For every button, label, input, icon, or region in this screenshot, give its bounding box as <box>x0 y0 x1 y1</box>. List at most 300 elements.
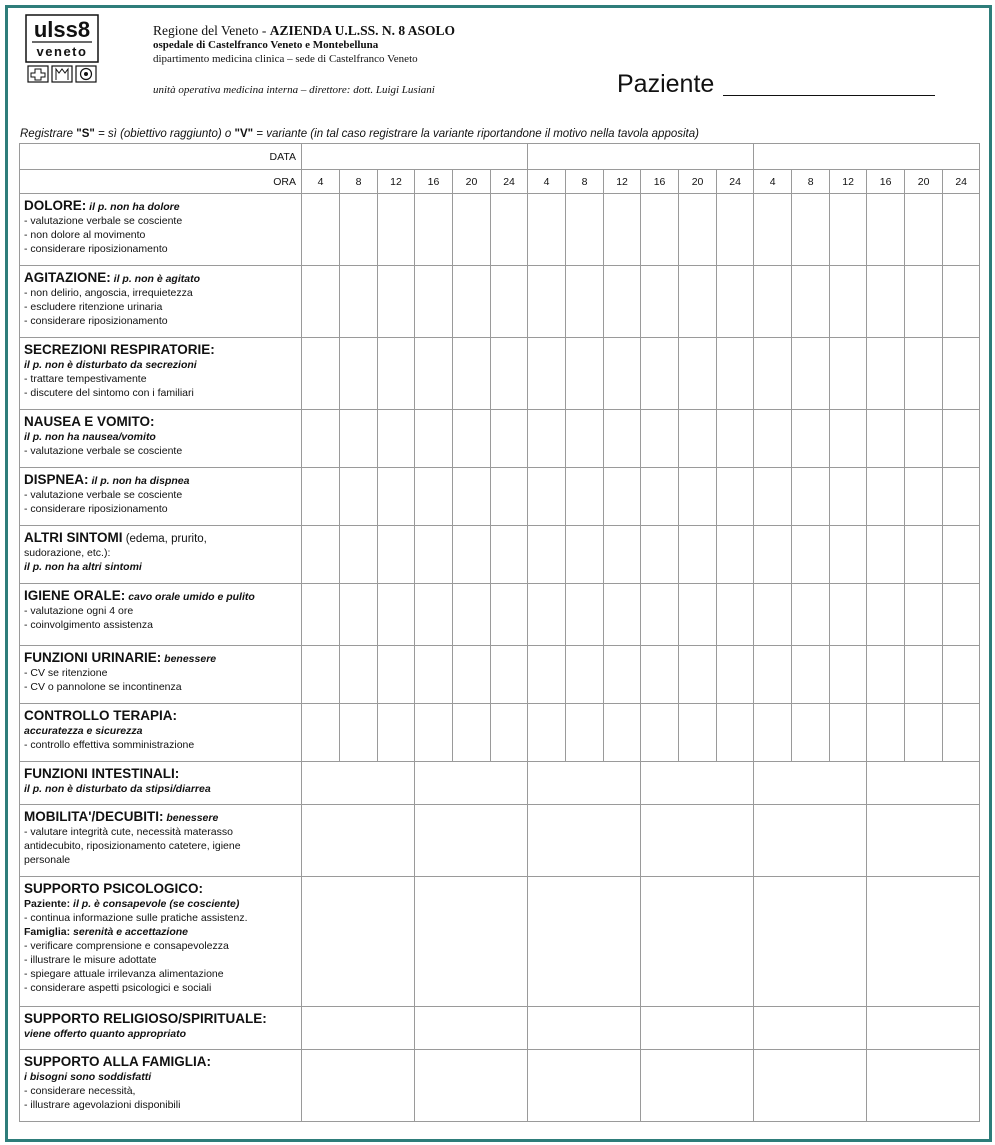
row-goal: il p. non ha altri sintomi <box>24 561 142 573</box>
entry-cell[interactable] <box>340 526 378 584</box>
entry-cell[interactable] <box>378 194 415 266</box>
entry-cell[interactable] <box>905 194 943 266</box>
entry-cell[interactable] <box>641 526 679 584</box>
entry-cell-wide[interactable] <box>754 1050 867 1122</box>
entry-cell[interactable] <box>528 266 566 338</box>
entry-cell[interactable] <box>792 468 830 526</box>
entry-cell[interactable] <box>830 646 867 704</box>
entry-cell[interactable] <box>340 468 378 526</box>
row-line: - valutazione verbale se cosciente <box>24 489 183 501</box>
hour-header: 16 <box>867 170 905 194</box>
row-goal: benessere <box>166 812 219 824</box>
row-goal: il p. non ha dolore <box>89 201 180 213</box>
row-title: DOLORE: <box>24 198 87 213</box>
entry-cell-wide[interactable] <box>867 1050 980 1122</box>
entry-cell[interactable] <box>830 526 867 584</box>
entry-cell[interactable] <box>792 338 830 410</box>
entry-cell-wide[interactable] <box>641 805 754 877</box>
entry-cell[interactable] <box>679 410 717 468</box>
row-secrezioni <box>20 338 980 410</box>
entry-cell-wide[interactable] <box>415 877 528 1007</box>
entry-cell-wide[interactable] <box>867 805 980 877</box>
entry-cell[interactable] <box>340 704 378 762</box>
entry-cell[interactable] <box>340 338 378 410</box>
entry-cell[interactable] <box>566 646 604 704</box>
entry-cell[interactable] <box>491 338 528 410</box>
row-label <box>20 646 302 704</box>
entry-cell[interactable] <box>905 584 943 646</box>
entry-cell[interactable] <box>679 704 717 762</box>
entry-cell-wide[interactable] <box>415 805 528 877</box>
entry-cell[interactable] <box>792 410 830 468</box>
entry-cell[interactable] <box>943 646 980 704</box>
row-title: FUNZIONI INTESTINALI: <box>24 766 180 781</box>
entry-cell[interactable] <box>528 410 566 468</box>
row-controllo-terapia <box>20 704 980 762</box>
entry-cell-wide[interactable] <box>415 1050 528 1122</box>
entry-cell[interactable] <box>302 584 340 646</box>
entry-cell[interactable] <box>867 266 905 338</box>
entry-cell[interactable] <box>415 704 453 762</box>
entry-cell[interactable] <box>792 584 830 646</box>
entry-cell[interactable] <box>453 646 491 704</box>
row-title: IGIENE ORALE: <box>24 588 126 603</box>
entry-cell[interactable] <box>302 468 340 526</box>
entry-cell[interactable] <box>717 646 754 704</box>
entry-cell[interactable] <box>717 584 754 646</box>
entry-cell-wide[interactable] <box>528 805 641 877</box>
row-title: NAUSEA E VOMITO: <box>24 414 155 429</box>
row-line: - CV o pannolone se incontinenza <box>24 681 182 693</box>
entry-cell[interactable] <box>491 266 528 338</box>
entry-cell[interactable] <box>717 266 754 338</box>
entry-cell[interactable] <box>302 194 340 266</box>
entry-cell-wide[interactable] <box>754 805 867 877</box>
entry-cell[interactable] <box>604 704 641 762</box>
entry-cell[interactable] <box>754 526 792 584</box>
entry-cell-wide[interactable] <box>302 762 415 805</box>
entry-cell[interactable] <box>641 646 679 704</box>
ospedale-name: ospedale di Castelfranco Veneto e Montebelluna <box>153 39 379 51</box>
entry-cell-wide[interactable] <box>867 762 980 805</box>
row-goal: serenità e accettazione <box>73 926 188 938</box>
date-row <box>20 144 980 170</box>
date-cell-2[interactable] <box>528 144 754 170</box>
hour-header: 24 <box>717 170 754 194</box>
entry-cell[interactable] <box>754 194 792 266</box>
entry-cell-wide[interactable] <box>528 877 641 1007</box>
entry-cell[interactable] <box>943 704 980 762</box>
row-label <box>20 704 302 762</box>
entry-cell[interactable] <box>943 194 980 266</box>
entry-cell[interactable] <box>679 194 717 266</box>
entry-cell[interactable] <box>830 468 867 526</box>
entry-cell[interactable] <box>679 584 717 646</box>
entry-cell[interactable] <box>604 266 641 338</box>
row-supporto-psicologico <box>20 877 980 1007</box>
entry-cell[interactable] <box>566 410 604 468</box>
entry-cell-wide[interactable] <box>754 1007 867 1050</box>
date-cell-3[interactable] <box>754 144 980 170</box>
entry-cell[interactable] <box>792 266 830 338</box>
paziente-label: Paziente <box>617 70 715 98</box>
row-title: MOBILITA'/DECUBITI: <box>24 809 164 824</box>
entry-cell[interactable] <box>340 194 378 266</box>
row-line: - spiegare attuale irrilevanza alimentazione <box>24 968 224 980</box>
entry-cell[interactable] <box>943 266 980 338</box>
entry-cell-wide[interactable] <box>528 762 641 805</box>
entry-cell[interactable] <box>792 704 830 762</box>
entry-cell[interactable] <box>867 584 905 646</box>
entry-cell[interactable] <box>378 584 415 646</box>
entry-cell[interactable] <box>905 266 943 338</box>
hour-header: 8 <box>792 170 830 194</box>
entry-cell[interactable] <box>754 338 792 410</box>
entry-cell[interactable] <box>415 584 453 646</box>
entry-cell[interactable] <box>754 468 792 526</box>
organization-info <box>153 24 455 66</box>
row-altri-sintomi <box>20 526 980 584</box>
entry-cell-wide[interactable] <box>528 1007 641 1050</box>
row-nausea <box>20 410 980 468</box>
entry-cell[interactable] <box>491 410 528 468</box>
entry-cell[interactable] <box>491 468 528 526</box>
entry-cell[interactable] <box>528 584 566 646</box>
entry-cell[interactable] <box>453 338 491 410</box>
row-line: personale <box>24 854 71 866</box>
entry-cell-wide[interactable] <box>641 1007 754 1050</box>
dipartimento-name: dipartimento medicina clinica – sede di Castelfranco Veneto <box>153 53 418 65</box>
entry-cell[interactable] <box>905 338 943 410</box>
entry-cell[interactable] <box>641 704 679 762</box>
entry-cell[interactable] <box>754 410 792 468</box>
row-line: - illustrare le misure adottate <box>24 954 157 966</box>
entry-cell[interactable] <box>378 468 415 526</box>
entry-cell[interactable] <box>830 410 867 468</box>
row-mobilita <box>20 805 980 877</box>
entry-cell[interactable] <box>528 526 566 584</box>
entry-cell-wide[interactable] <box>867 877 980 1007</box>
row-goal: il p. non è agitato <box>113 273 201 285</box>
entry-cell[interactable] <box>491 704 528 762</box>
entry-cell[interactable] <box>302 410 340 468</box>
entry-cell[interactable] <box>491 194 528 266</box>
entry-cell[interactable] <box>943 584 980 646</box>
entry-cell[interactable] <box>679 266 717 338</box>
entry-cell[interactable] <box>302 646 340 704</box>
entry-cell[interactable] <box>415 468 453 526</box>
entry-cell[interactable] <box>754 584 792 646</box>
entry-cell[interactable] <box>453 410 491 468</box>
entry-cell[interactable] <box>528 338 566 410</box>
entry-cell[interactable] <box>830 194 867 266</box>
entry-cell[interactable] <box>641 410 679 468</box>
entry-cell[interactable] <box>867 468 905 526</box>
logo-text-ulss8: ulss8 <box>33 17 91 42</box>
row-goal: cavo orale umido e pulito <box>128 591 255 603</box>
entry-cell[interactable] <box>792 194 830 266</box>
entry-cell[interactable] <box>378 646 415 704</box>
entry-cell[interactable] <box>415 194 453 266</box>
entry-cell[interactable] <box>453 468 491 526</box>
row-goal: i bisogni sono soddisfatti <box>24 1071 152 1083</box>
entry-cell[interactable] <box>604 194 641 266</box>
entry-cell[interactable] <box>340 266 378 338</box>
entry-cell-wide[interactable] <box>302 877 415 1007</box>
entry-cell[interactable] <box>641 584 679 646</box>
entry-cell[interactable] <box>378 266 415 338</box>
entry-cell[interactable] <box>754 266 792 338</box>
entry-cell[interactable] <box>867 338 905 410</box>
row-label <box>20 526 302 584</box>
entry-cell-wide[interactable] <box>528 1050 641 1122</box>
entry-cell-wide[interactable] <box>302 805 415 877</box>
entry-cell-wide[interactable] <box>415 762 528 805</box>
hour-header: 24 <box>943 170 980 194</box>
entry-cell[interactable] <box>566 704 604 762</box>
row-line: - controllo effettiva somministrazione <box>24 739 195 751</box>
entry-cell[interactable] <box>415 646 453 704</box>
entry-cell[interactable] <box>641 266 679 338</box>
entry-cell[interactable] <box>679 338 717 410</box>
entry-cell[interactable] <box>792 526 830 584</box>
row-line: sudorazione, etc.): <box>24 547 111 559</box>
logo-text-veneto: veneto <box>36 44 88 59</box>
entry-cell[interactable] <box>528 468 566 526</box>
entry-cell[interactable] <box>566 526 604 584</box>
entry-cell[interactable] <box>867 194 905 266</box>
row-line: - verificare comprensione e consapevolezza <box>24 940 229 952</box>
entry-cell[interactable] <box>566 338 604 410</box>
entry-cell[interactable] <box>717 410 754 468</box>
entry-cell-wide[interactable] <box>641 1050 754 1122</box>
entry-cell[interactable] <box>415 266 453 338</box>
entry-cell[interactable] <box>453 194 491 266</box>
row-line: - trattare tempestivamente <box>24 373 147 385</box>
assessment-grid <box>19 143 980 1122</box>
row-title: SUPPORTO PSICOLOGICO: <box>24 881 204 896</box>
entry-cell[interactable] <box>943 338 980 410</box>
entry-cell[interactable] <box>453 584 491 646</box>
entry-cell[interactable] <box>604 410 641 468</box>
row-label <box>20 266 302 338</box>
instr-v: "V" <box>234 128 254 140</box>
entry-cell[interactable] <box>566 194 604 266</box>
entry-cell[interactable] <box>453 266 491 338</box>
entry-cell-wide[interactable] <box>754 762 867 805</box>
entry-cell[interactable] <box>340 410 378 468</box>
entry-cell[interactable] <box>679 646 717 704</box>
entry-cell[interactable] <box>641 338 679 410</box>
row-title: CONTROLLO TERAPIA: <box>24 708 177 723</box>
entry-cell-wide[interactable] <box>415 1007 528 1050</box>
entry-cell[interactable] <box>717 338 754 410</box>
entry-cell[interactable] <box>302 338 340 410</box>
entry-cell[interactable] <box>378 410 415 468</box>
row-line: - considerare riposizionamento <box>24 315 168 327</box>
row-goal: benessere <box>164 653 217 665</box>
row-line: - considerare riposizionamento <box>24 503 168 515</box>
row-line: - escludere ritenzione urinaria <box>24 301 163 313</box>
entry-cell[interactable] <box>604 646 641 704</box>
row-title: SUPPORTO RELIGIOSO/SPIRITUALE: <box>24 1011 267 1026</box>
entry-cell[interactable] <box>717 704 754 762</box>
row-goal: il p. non è disturbato da secrezioni <box>24 359 197 371</box>
entry-cell[interactable] <box>905 646 943 704</box>
entry-cell[interactable] <box>491 526 528 584</box>
entry-cell[interactable] <box>604 526 641 584</box>
hour-header: 4 <box>302 170 340 194</box>
row-line: - continua informazione sulle pratiche assistenz. <box>24 912 248 924</box>
entry-cell[interactable] <box>717 194 754 266</box>
entry-cell[interactable] <box>378 526 415 584</box>
row-label <box>20 1050 302 1122</box>
row-line: - non delirio, angoscia, irrequietezza <box>24 287 193 299</box>
row-funzioni-intestinali <box>20 762 980 805</box>
region-prefix: Regione del Veneto - <box>153 23 270 38</box>
row-line: - considerare necessità, <box>24 1085 136 1097</box>
entry-cell[interactable] <box>792 646 830 704</box>
row-line: - valutazione ogni 4 ore <box>24 605 134 617</box>
ulss8-logo <box>24 14 100 84</box>
row-label <box>20 805 302 877</box>
entry-cell[interactable] <box>679 468 717 526</box>
entry-cell[interactable] <box>378 704 415 762</box>
row-line: - CV se ritenzione <box>24 667 108 679</box>
entry-cell[interactable] <box>905 704 943 762</box>
entry-cell[interactable] <box>679 526 717 584</box>
entry-cell-wide[interactable] <box>302 1050 415 1122</box>
row-title: FUNZIONI URINARIE: <box>24 650 162 665</box>
hour-row <box>20 170 980 194</box>
entry-cell[interactable] <box>830 704 867 762</box>
hour-header: 4 <box>754 170 792 194</box>
entry-cell[interactable] <box>754 646 792 704</box>
entry-cell[interactable] <box>604 468 641 526</box>
entry-cell[interactable] <box>830 338 867 410</box>
row-goal: il p. non è disturbato da stipsi/diarrea <box>24 783 211 795</box>
row-title: AGITAZIONE: <box>24 270 111 285</box>
row-title: DISPNEA: <box>24 472 89 487</box>
unita-operativa: unità operativa medicina interna – direttore: dott. Luigi Lusiani <box>153 84 435 96</box>
instr-text-1: Registrare <box>20 128 77 140</box>
entry-cell[interactable] <box>340 646 378 704</box>
entry-cell[interactable] <box>378 338 415 410</box>
row-line: - valutazione verbale se cosciente <box>24 445 183 457</box>
row-line: - discutere del sintomo con i familiari <box>24 387 194 399</box>
hour-header: 20 <box>679 170 717 194</box>
entry-cell[interactable] <box>604 584 641 646</box>
row-line: - valutazione verbale se cosciente <box>24 215 183 227</box>
entry-cell[interactable] <box>528 704 566 762</box>
entry-cell[interactable] <box>830 266 867 338</box>
row-goal: il p. non ha dispnea <box>91 475 190 487</box>
entry-cell-wide[interactable] <box>641 877 754 1007</box>
entry-cell[interactable] <box>943 468 980 526</box>
entry-cell[interactable] <box>566 468 604 526</box>
entry-cell[interactable] <box>641 194 679 266</box>
hour-header: 12 <box>378 170 415 194</box>
hour-header: 8 <box>566 170 604 194</box>
entry-cell-wide[interactable] <box>867 1007 980 1050</box>
entry-cell[interactable] <box>528 194 566 266</box>
row-line: - considerare aspetti psicologici e sociali <box>24 982 212 994</box>
paziente-name-line[interactable] <box>723 95 935 96</box>
row-label <box>20 194 302 266</box>
azienda-name: AZIENDA U.L.SS. N. 8 ASOLO <box>269 23 456 38</box>
entry-cell[interactable] <box>905 468 943 526</box>
row-supporto-religioso <box>20 1007 980 1050</box>
entry-cell[interactable] <box>943 410 980 468</box>
instr-text-2: = sì (obiettivo raggiunto) o <box>94 128 235 140</box>
entry-cell[interactable] <box>566 266 604 338</box>
entry-cell[interactable] <box>867 646 905 704</box>
entry-cell[interactable] <box>415 338 453 410</box>
entry-cell[interactable] <box>566 584 604 646</box>
row-title-rest: (edema, prurito, <box>122 533 207 545</box>
row-title: ALTRI SINTOMI <box>24 530 123 545</box>
row-dolore <box>20 194 980 266</box>
hour-header: 16 <box>415 170 453 194</box>
entry-cell[interactable] <box>302 704 340 762</box>
row-label <box>20 762 302 805</box>
instr-text-3: = variante (in tal caso registrare la variante riportandone il motivo nella tavola apposita) <box>253 128 699 140</box>
entry-cell[interactable] <box>453 526 491 584</box>
row-funzioni-urinarie <box>20 646 980 704</box>
entry-cell[interactable] <box>415 526 453 584</box>
entry-cell[interactable] <box>905 526 943 584</box>
row-line: - illustrare agevolazioni disponibili <box>24 1099 181 1111</box>
row-agitazione <box>20 266 980 338</box>
entry-cell[interactable] <box>943 526 980 584</box>
entry-cell[interactable] <box>491 584 528 646</box>
entry-cell[interactable] <box>867 704 905 762</box>
row-igiene-orale <box>20 584 980 646</box>
entry-cell[interactable] <box>604 338 641 410</box>
entry-cell-wide[interactable] <box>302 1007 415 1050</box>
entry-cell[interactable] <box>641 468 679 526</box>
row-label <box>20 338 302 410</box>
entry-cell[interactable] <box>830 584 867 646</box>
entry-cell[interactable] <box>717 526 754 584</box>
entry-cell[interactable] <box>754 704 792 762</box>
row-line: antidecubito, riposizionamento catetere, igiene <box>24 840 241 852</box>
instructions <box>20 128 699 140</box>
entry-cell[interactable] <box>867 410 905 468</box>
entry-cell[interactable] <box>340 584 378 646</box>
row-line: - non dolore al movimento <box>24 229 146 241</box>
row-line: - considerare riposizionamento <box>24 243 168 255</box>
entry-cell[interactable] <box>528 646 566 704</box>
entry-cell[interactable] <box>491 646 528 704</box>
entry-cell[interactable] <box>453 704 491 762</box>
date-cell-1[interactable] <box>302 144 528 170</box>
entry-cell[interactable] <box>905 410 943 468</box>
row-label <box>20 1007 302 1050</box>
hour-header: 4 <box>528 170 566 194</box>
entry-cell[interactable] <box>867 526 905 584</box>
entry-cell[interactable] <box>302 266 340 338</box>
entry-cell[interactable] <box>302 526 340 584</box>
row-title: SECREZIONI RESPIRATORIE: <box>24 342 215 357</box>
entry-cell[interactable] <box>415 410 453 468</box>
hour-header: 20 <box>905 170 943 194</box>
row-dispnea <box>20 468 980 526</box>
entry-cell-wide[interactable] <box>641 762 754 805</box>
entry-cell[interactable] <box>717 468 754 526</box>
entry-cell-wide[interactable] <box>754 877 867 1007</box>
row-label <box>20 584 302 646</box>
